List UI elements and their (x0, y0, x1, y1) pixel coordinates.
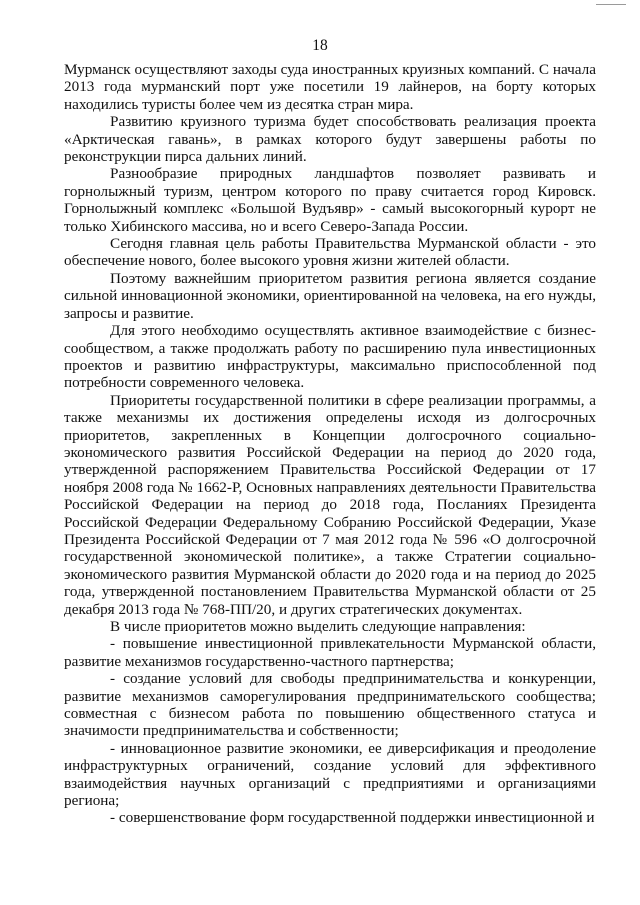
list-item: - повышение инвестиционной привлекательности Мурманской области, развитие механизмов государственно-частного партнерства; (64, 635, 596, 670)
paragraph: В числе приоритетов можно выделить следующие направления: (110, 618, 526, 635)
page-edge-mark (596, 4, 626, 5)
list-item: - совершенствование форм государственной поддержки инвестиционной и (110, 809, 595, 827)
paragraph: Приоритеты государственной политики в сфере реализации программы, а также механизмы их достижения определены исходя из долгосрочных приоритетов, закрепленных в Концепции долгосрочного социально-экономического развития Российской Федерации на период до 2020 года, утвержденной распоряжением Правительства Российской Федерации от 17 ноября 2008 года № 1662-Р, Основных направлениях деятельности Правительства Российской Федерации на период до 2018 года, Посланиях Президента Российской Федерации Федеральному Собранию Российской Федерации, Указе Президента Российской Федерации от 7 мая 2012 года № 596 «О долгосрочной государственной экономической политике», а также Стратегии социально-экономического развития Мурманской области до 2020 года и на период до 2025 года, утвержденной постановлением Правительства Мурманской области от 25 декабря 2013 года № 768-ПП/20, и других стратегических документах. (64, 391, 596, 618)
paragraph: Развитию круизного туризма будет способствовать реализация проекта «Арктическая гавань», в рамках которого будут завершены работы по реконструкции пирса дальних линий. (64, 113, 596, 166)
page-number: 18 (312, 37, 328, 54)
paragraph-continuation: Мурманск осуществляют заходы суда иностранных круизных компаний. С начала 2013 года мурманский порт уже посетили 19 лайнеров, на борту которых находились туристы более чем из десятка стран мира. (64, 61, 596, 113)
list-item: - инновационное развитие экономики, ее диверсификация и преодоление инфраструктурных ограничений, создание условий для эффективного взаимодействия научных организаций с предприятиями и организациями региона; (64, 739, 596, 810)
list-item: - создание условий для свободы предпринимательства и конкуренции, развитие механизмов саморегулирования предпринимательского сообщества; совместная с бизнесом работа по повышению общественного статуса и значимости предпринимательства и собственности; (64, 670, 596, 740)
paragraph: Поэтому важнейшим приоритетом развития региона является создание сильной инновационной экономики, ориентированной на человека, на его нужды, запросы и развитие. (64, 269, 596, 322)
paragraph: Разнообразие природных ландшафтов позволяет развивать и горнолыжный туризм, центром которого по праву считается город Кировск. Горнолыжный комплекс «Большой Вудъявр» - самый высокогорный курорт не только Хибинского массива, но и всего Северо-Запада России. (64, 165, 596, 235)
paragraph: Для этого необходимо осуществлять активное взаимодействие с бизнес-сообществом, а также продолжать работу по расширению пула инвестиционных проектов и развитию инфраструктуры, максимально приспособленной под потребности современного человека. (64, 322, 596, 392)
body-text (64, 61, 596, 827)
paragraph: Сегодня главная цель работы Правительства Мурманской области - это обеспечение нового, более высокого уровня жизни жителей области. (64, 235, 596, 270)
